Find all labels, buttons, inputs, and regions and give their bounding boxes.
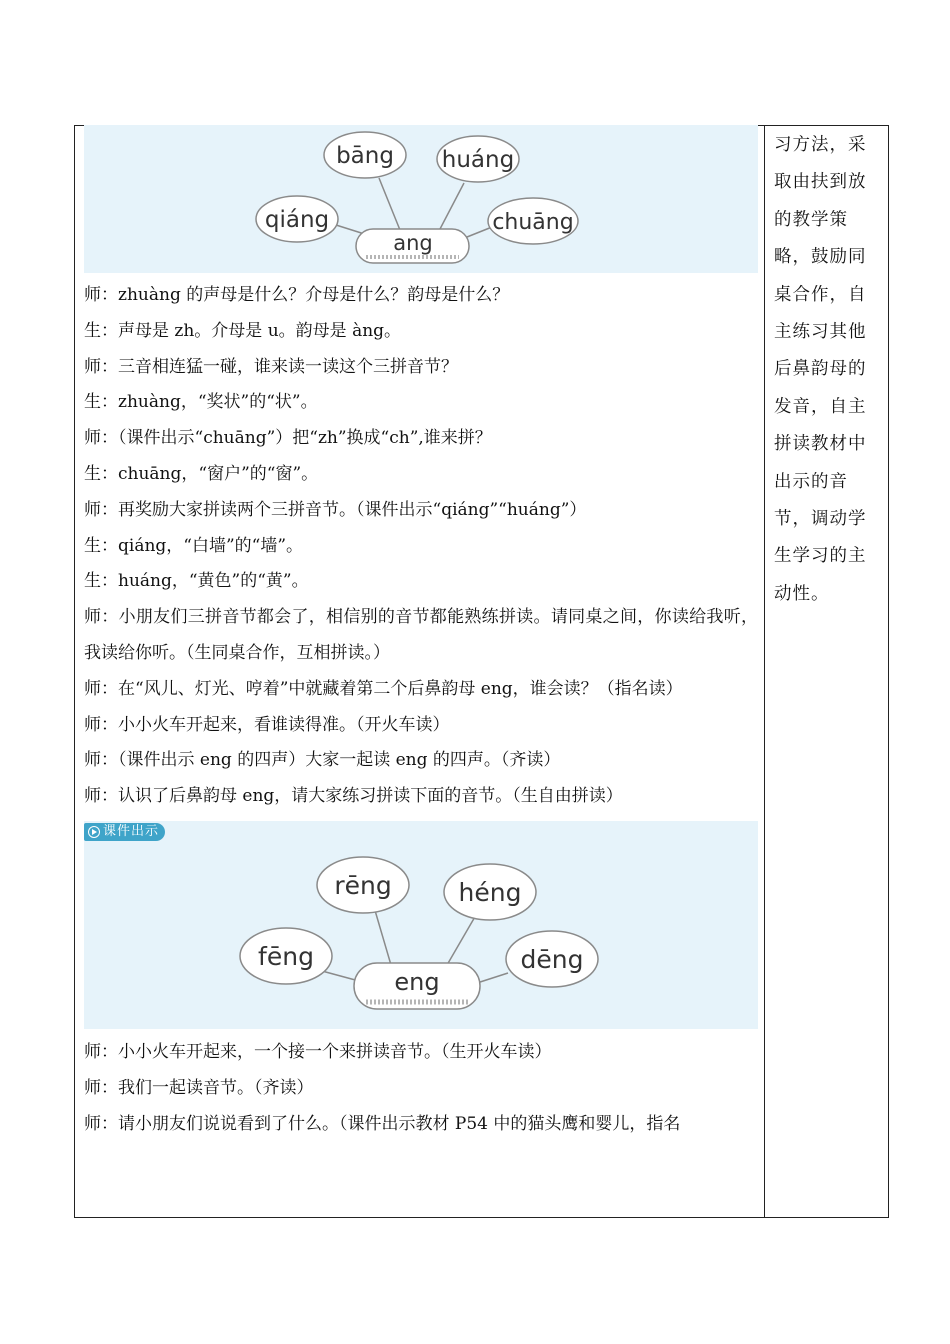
syllable-chuang: chuāng	[492, 210, 574, 235]
eng-diagram	[84, 821, 758, 1029]
syllable-bang: bāng	[336, 143, 394, 169]
column-divider	[764, 125, 765, 1218]
dialogue-line: 师：（课件出示 eng 的四声）大家一起读 eng 的四声。（齐读）	[84, 750, 561, 771]
note-line: 取由扶到放	[774, 172, 867, 193]
dialogue-line: 师：小小火车开起来，看谁读得准。（开火车读）	[84, 714, 450, 735]
ang-syllable-figure	[84, 125, 758, 273]
note-line: 习方法，采	[774, 135, 867, 155]
dialogue-line: 师：我们一起读音节。（齐读）	[84, 1077, 314, 1098]
syllable-deng: dēng	[520, 944, 584, 974]
note-line: 出示的音	[774, 471, 848, 492]
note-line: 桌合作，自	[774, 284, 867, 305]
dialogue-part-1	[84, 273, 758, 815]
dialogue-line: 生：声母是 zh。介母是 u。韵母是 àng。	[84, 320, 402, 341]
dialogue-line: 师：再奖励大家拼读两个三拼音节。（课件出示“qiáng”“huáng”）	[84, 499, 587, 520]
note-line: 略，鼓励同	[774, 247, 867, 268]
note-line: 发音，自主	[774, 396, 867, 417]
dialogue-part-2	[84, 1029, 758, 1142]
note-line: 节，调动学	[774, 509, 867, 530]
dialogue-line: 生：huáng，“黄色”的“黄”。	[84, 571, 309, 592]
play-icon	[88, 826, 100, 838]
syllable-feng: fēng	[258, 941, 314, 971]
syllable-qiang: qiáng	[264, 207, 330, 233]
ang-diagram	[84, 125, 758, 273]
dialogue-line: 师：小朋友们三拼音节都会了，相信别的音节都能熟练拼读。请同桌之间，你读给我听，我读给你听。（生同桌合作，互相拼读。）	[84, 607, 758, 663]
syllable-reng: rēng	[334, 870, 392, 900]
design-notes-column	[774, 127, 874, 613]
dialogue-line: 师：zhuàng 的声母是什么？介母是什么？韵母是什么？	[84, 285, 510, 305]
note-line: 动性。	[774, 583, 830, 604]
dialogue-line: 师：认识了后鼻韵母 eng，请大家练习拼读下面的音节。（生自由拼读）	[84, 786, 623, 807]
note-line: 的教学策	[774, 209, 848, 230]
syllable-huang: huáng	[441, 147, 515, 173]
eng-syllable-figure	[84, 821, 758, 1029]
center-ang: ang	[393, 231, 433, 255]
note-line: 主练习其他	[774, 322, 867, 343]
dialogue-line: 师：三音相连猛一碰，谁来读一读这个三拼音节？	[84, 356, 458, 377]
badge-label: 课件出示	[103, 823, 160, 839]
note-line: 拼读教材中	[774, 434, 867, 455]
dialogue-line: 师：请小朋友们说说看到了什么。（课件出示教材 P54 中的猫头鹰和婴儿，指名	[84, 1113, 681, 1134]
note-line: 生学习的主	[774, 546, 867, 567]
syllable-heng: héng	[458, 877, 522, 907]
center-eng: eng	[394, 967, 440, 996]
main-column	[84, 125, 758, 1142]
dialogue-line: 生：chuāng，“窗户”的“窗”。	[84, 463, 319, 484]
dialogue-line: 师：在“风儿、灯光、哼着”中就藏着第二个后鼻韵母 eng，谁会读？（指名读）	[84, 678, 683, 699]
note-line: 后鼻韵母的	[774, 359, 867, 380]
dialogue-line: 生：zhuàng，“奖状”的“状”。	[84, 392, 318, 413]
dialogue-line: 生：qiáng，“白墙”的“墙”。	[84, 535, 304, 556]
dialogue-line: 师：（课件出示“chuāng”）把“zh”换成“ch”,谁来拼？	[84, 428, 492, 449]
dialogue-line: 师：小小火车开起来，一个接一个来拼读音节。（生开火车读）	[84, 1041, 552, 1062]
courseware-badge	[84, 823, 165, 841]
